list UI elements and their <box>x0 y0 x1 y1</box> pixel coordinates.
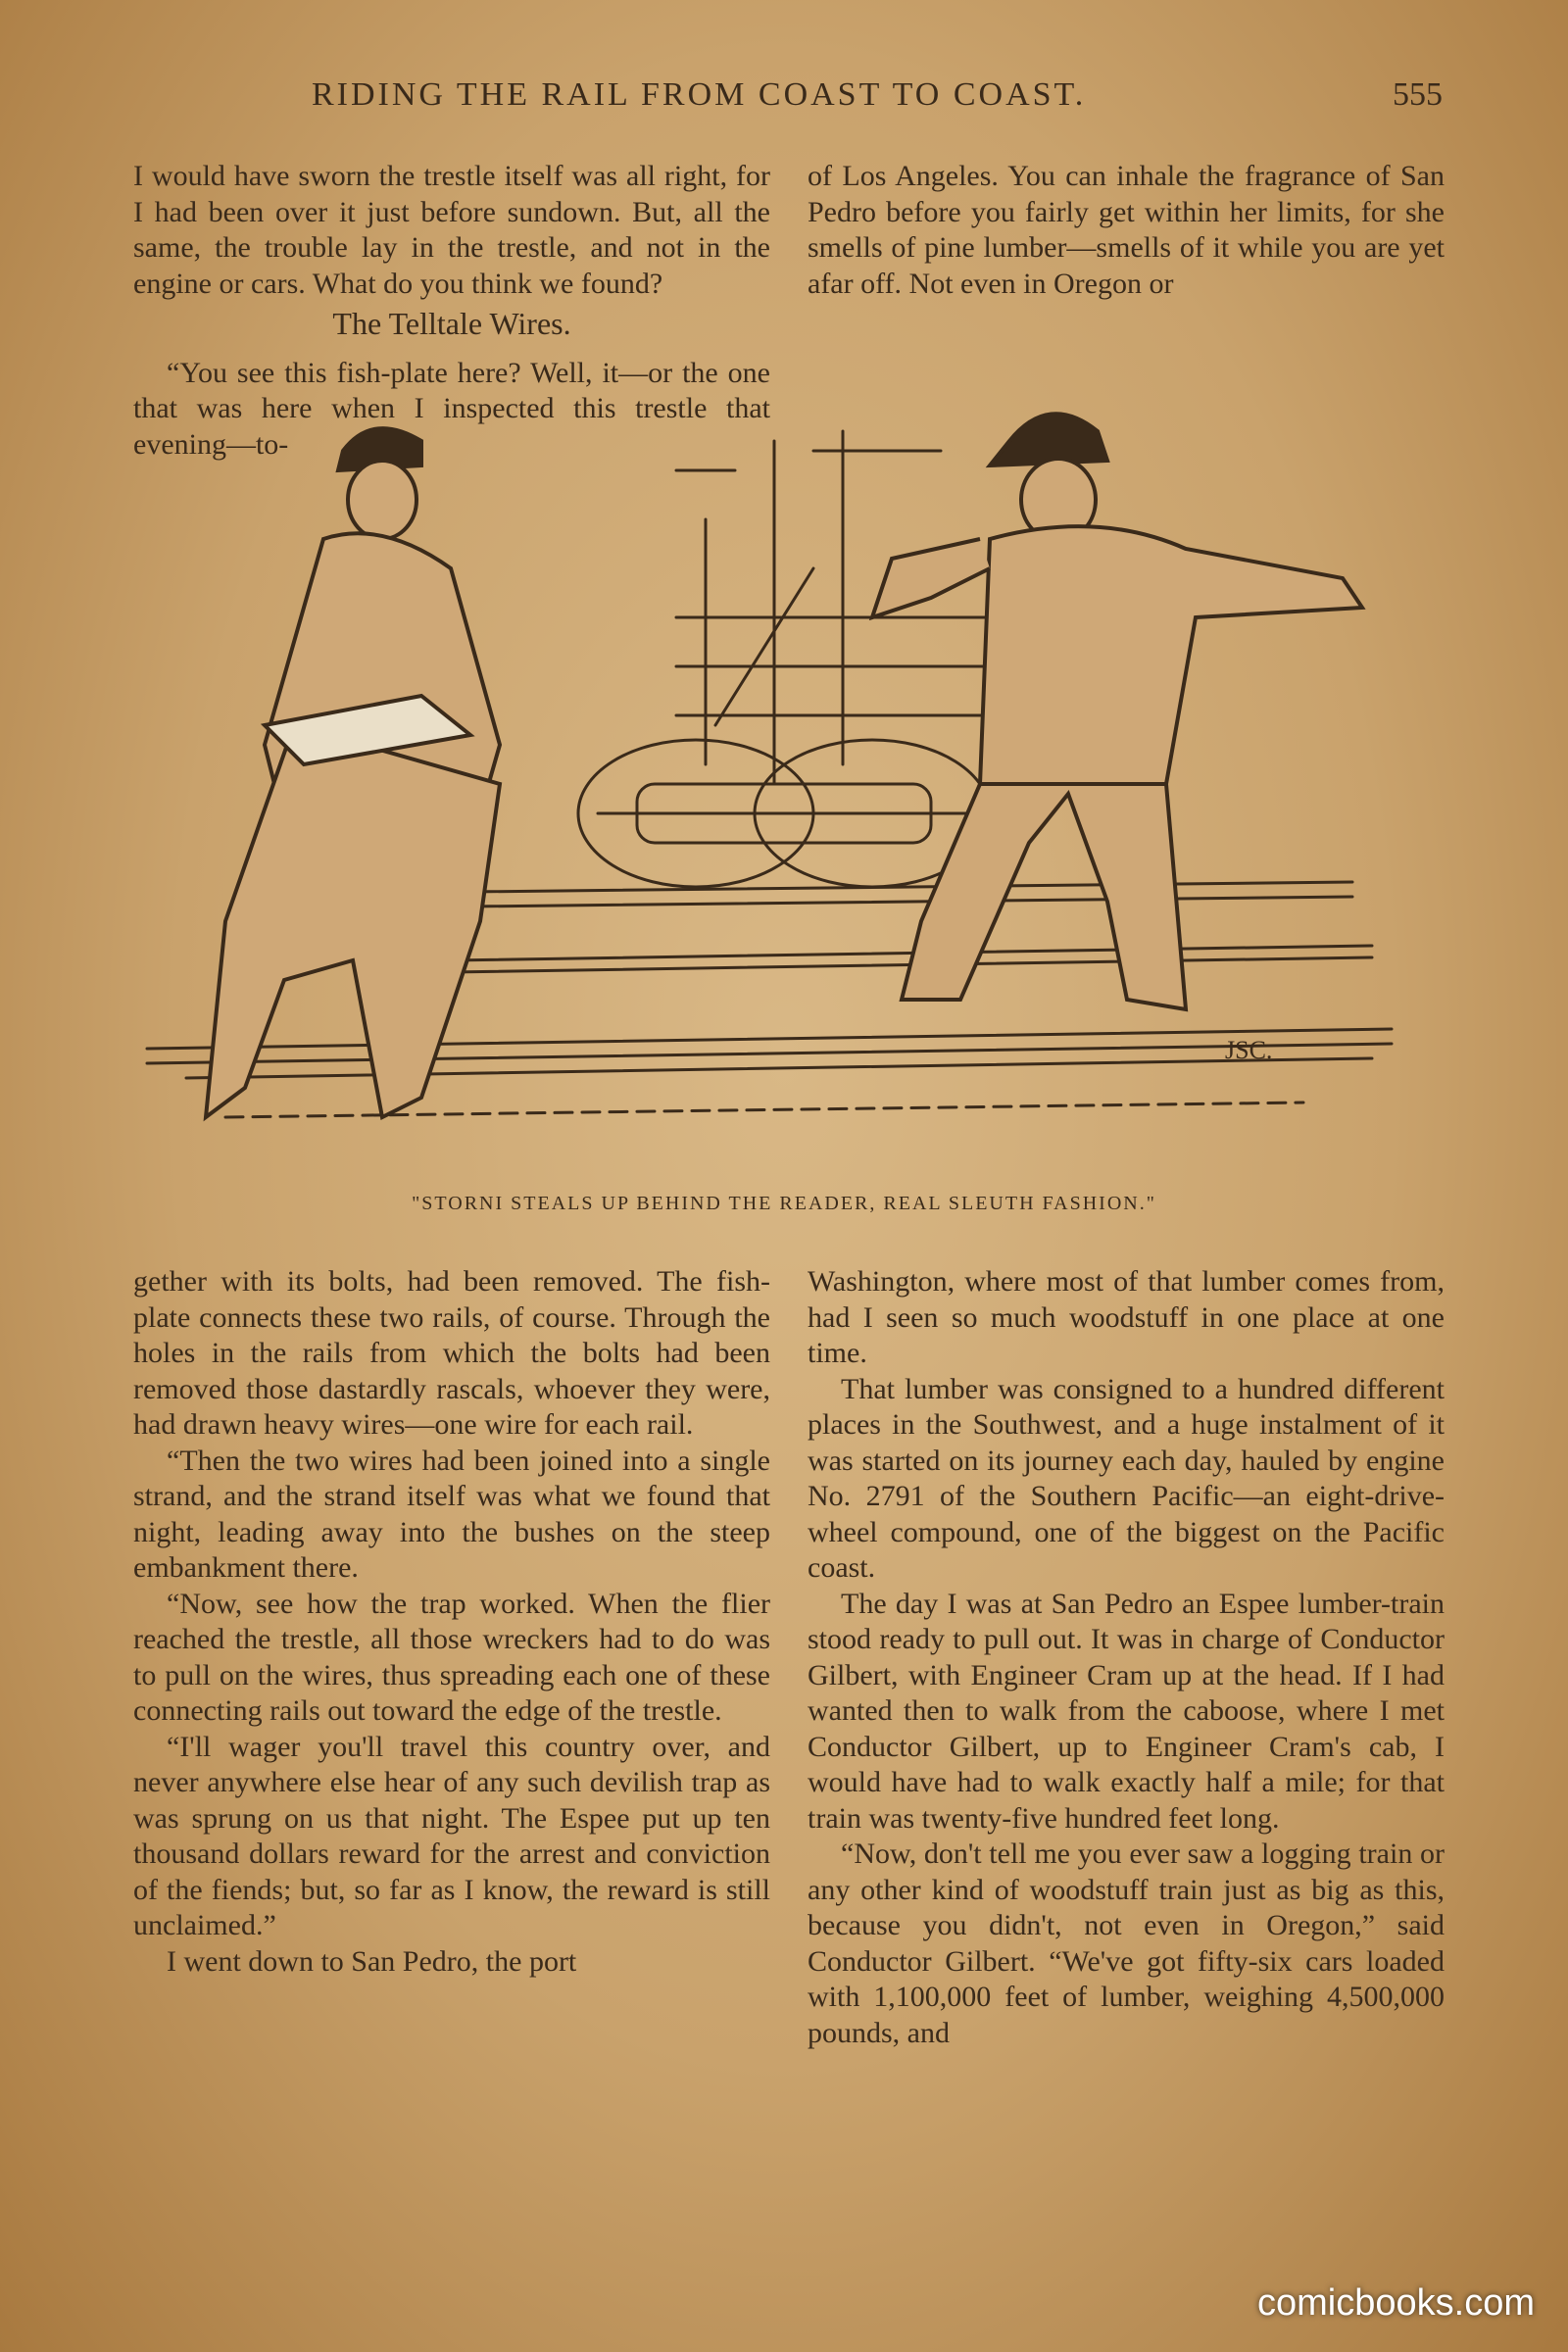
paragraph: “I'll wager you'll travel this country over, and never anywhere else hear of any such devilish trap as was sprung on us that night. The Espee put up ten thousand dollars reward for the arrest and conviction of the fiends; but, so far as I know, the reward is still unclaimed.” <box>133 1730 770 1941</box>
paragraph: Washington, where most of that lumber comes from, had I seen so much woodstuff in one place at one time. <box>808 1265 1445 1369</box>
running-title: RIDING THE RAIL FROM COAST TO COAST. <box>312 76 1087 113</box>
paragraph: “You see this fish-plate here? Well, it—or the one that was here when I inspected this trestle that evening—to- <box>133 356 770 461</box>
paragraph: of Los Angeles. You can inhale the fragrance of San Pedro before you fairly get within her limits, for she smells of pine lumber—smells of it while you are yet afar off. Not even in Oregon or <box>808 160 1445 300</box>
page-header <box>0 76 1568 125</box>
paragraph: I would have sworn the trestle itself was all right, for I had been over it just before sundown. But, all the same, the trouble lay in the trestle, and not in the engine or cars. What do you think we found? <box>133 160 770 300</box>
paragraph: I went down to San Pedro, the port <box>167 1944 577 1978</box>
column-bottom-left <box>133 1264 770 1980</box>
section-heading: The Telltale Wires. <box>332 306 571 341</box>
paragraph: “Then the two wires had been joined into a single strand, and the strand itself was what we found that night, leading away into the bushes on the steep embankment there. <box>133 1444 770 1584</box>
paragraph: That lumber was consigned to a hundred different places in the Southwest, and a huge instalment of it was started on its journey each day, hauled by engine No. 2791 of the Southern Pacific—an eight-drive-wheel compound, one of the biggest on the Pacific coast. <box>808 1372 1445 1584</box>
illustration-caption: "STORNI STEALS UP BEHIND THE READER, REAL SLEUTH FASHION." <box>412 1193 1156 1214</box>
page-number: 555 <box>1393 76 1443 113</box>
railway-illustration <box>127 372 1450 1176</box>
paragraph: “Now, see how the trap worked. When the flier reached the trestle, all those wreckers had to do was to pull on the wires, thus spreading each one of these connecting rails out toward the edge of the trestle. <box>133 1587 770 1727</box>
seated-reader-figure <box>206 428 500 1117</box>
paragraph: gether with its bolts, had been removed. The fish-plate connects these two rails, of course. Through the holes in the rails from which the bolts had been removed those dastardly rascals, whoever they were, had drawn heavy wires—one wire for each rail. <box>133 1265 770 1441</box>
sleuth-figure <box>872 414 1362 1009</box>
site-watermark: comicbooks.com <box>1257 2282 1535 2324</box>
paragraph: The day I was at San Pedro an Espee lumber-train stood ready to pull out. It was in charge of Conductor Gilbert, with Engineer Cram up at the head. If I had wanted then to walk from the caboose, where I met Conductor Gilbert, up to Engineer Cram's cab, I would have had to walk exactly half a mile; for that train was twenty-five hundred feet long. <box>808 1587 1445 1835</box>
column-top-right <box>808 159 1445 302</box>
artist-signature: JSC. <box>1225 1036 1273 1064</box>
column-bottom-right <box>808 1264 1445 2051</box>
paragraph: “Now, don't tell me you ever saw a logging train or any other kind of woodstuff train just as big as this, because you didn't, not even in Oregon,” said Conductor Gilbert. “We've got fifty-six cars loaded with 1,100,000 feet of lumber, weighing 4,500,000 pounds, and <box>808 1838 1445 2049</box>
